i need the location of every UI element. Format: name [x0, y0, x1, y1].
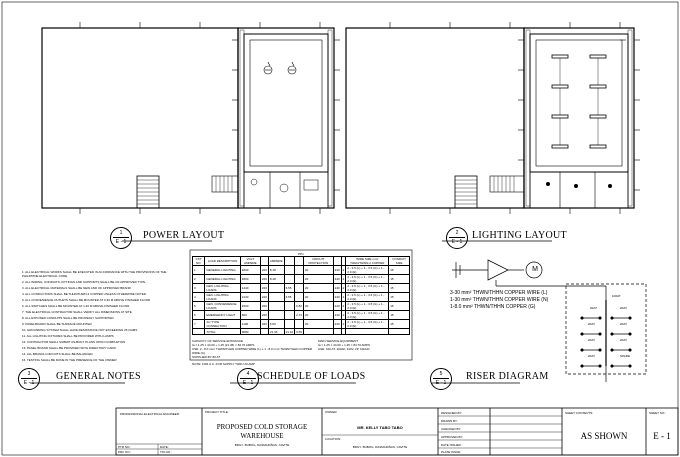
table-row	[193, 302, 410, 311]
tag-sheet: E - 1	[451, 239, 463, 245]
wire-spec-line: 1-30 mm² THWN/THHN COPPER WIRE (N)	[450, 297, 549, 303]
table-cell	[260, 329, 268, 335]
table-row	[193, 284, 410, 293]
general-notes-title: GENERAL NOTES	[56, 371, 141, 382]
note-line: 13. PANEL BOARD SHALL BE PROVIDED WITH DIRECTORY CARD	[22, 346, 116, 350]
table-cell: 1800	[240, 266, 260, 275]
table-cell: 220	[260, 275, 268, 284]
table-cell	[193, 329, 205, 335]
table-cell	[295, 284, 304, 293]
table-cell: TOTAL	[205, 329, 240, 335]
note-line: 9. PANELBOARD SHALL BE SURFACE MOUNTED	[22, 322, 92, 326]
motor-label: M	[532, 266, 538, 273]
table-cell: 1100	[240, 320, 260, 329]
table-cell	[295, 293, 304, 302]
table-cell: 240	[333, 302, 341, 311]
tag-sheet: E - 1	[115, 239, 127, 245]
table-cell	[303, 329, 333, 335]
note-line: 12. CONTRACTOR SHALL SUBMIT AS-BUILT PLANS UPON COMPLETION	[22, 340, 126, 344]
main-breaker-label: 100AT	[612, 294, 621, 298]
equipment-line: USE: 100 AT, 100AF, 240V, 2P, 10kAIC	[318, 347, 370, 351]
table-cell: 2 - 3.5 (L) + 1 - 3.5 (G) + 1 - 2.0 (E)	[346, 320, 389, 329]
table-row	[193, 275, 410, 284]
tag-sheet: E - 1	[23, 380, 35, 386]
note-line: 2. ALL WIRING, CONDUITS, FITTINGS AND SUPPORTS SHALL BE OF APPROVED TYPE	[22, 280, 146, 284]
owner-name: MR. KELLY TABO TABO	[357, 425, 403, 430]
table-cell: 220	[260, 284, 268, 293]
table-cell: 21.36	[268, 329, 284, 335]
table-cell: EMERGENCY LIGHT	[205, 311, 240, 320]
approved-by-label: APPROVED BY:	[441, 435, 464, 439]
schedule-header-cell	[260, 257, 268, 266]
table-cell: 5.00	[268, 320, 284, 329]
schedule-header-cell: CKT NO.	[193, 257, 205, 266]
tag-number: 5	[439, 371, 443, 377]
note-line: 10. GROUNDING SYSTEM SHALL HAVE RESISTANCE NOT EXCEEDING 25 OHMS	[22, 328, 138, 332]
capacity-title: CAPACITY OF SERVICE ENTRANCE	[192, 339, 244, 343]
checked-by-label: CHECKED BY:	[441, 427, 462, 431]
table-cell	[284, 266, 295, 275]
table-cell: 9680	[240, 329, 260, 335]
table-cell: 2 - 3.5 (L) + 1 - 3.5 (G) + 1 - 2.0 (E)	[346, 293, 389, 302]
note-line: 6. ALL SWITCHES SHALL BE MOUNTED AT 1.40 M ABOVE FINISHED FLOOR	[22, 304, 130, 308]
table-cell: 20	[303, 275, 333, 284]
sheet-contents-label: SHEET CONTENTS:	[565, 411, 594, 415]
table-cell: 6.55	[284, 284, 295, 293]
table-cell: GEN. LIGHTING LOADS	[205, 284, 240, 293]
location-value: BRGY. BUBOG, DASMARIÑAS, CAVITE	[352, 445, 408, 449]
capacity-line: Ia = 1.25 × 44.00 + 1.25 (21.36) = 84.70 AMPS	[192, 343, 255, 347]
table-cell: 220	[260, 266, 268, 275]
table-cell: 1440	[240, 284, 260, 293]
table-cell: 15	[389, 275, 410, 284]
breaker-label: 20AT	[620, 322, 627, 326]
schedule-header-cell: WIRE SIZE mm² THHN/THWN-2 COPPER	[346, 257, 389, 266]
schedule-of-loads	[192, 252, 410, 366]
tin-label: TIN NO.:	[160, 450, 172, 454]
table-row	[193, 329, 410, 335]
owner-label: OWNER:	[325, 410, 338, 414]
table-cell: 2	[341, 284, 346, 293]
table-cell: 2	[341, 293, 346, 302]
schedule-header-row	[193, 257, 410, 266]
tag-number: 3	[27, 371, 31, 377]
riser-diagram-title: RISER DIAGRAM	[466, 371, 549, 382]
table-cell: 6	[193, 311, 205, 320]
riser-diagram	[452, 260, 646, 382]
table-cell: 2	[341, 302, 346, 311]
table-cell: 20	[303, 293, 333, 302]
table-cell: 3	[193, 284, 205, 293]
tag-number: 2	[455, 230, 459, 236]
table-cell: 15	[389, 293, 410, 302]
sheet-no-label: SHEET NO.:	[649, 411, 666, 415]
table-cell: 240	[333, 311, 341, 320]
table-cell: 20	[303, 302, 333, 311]
table-cell: 2	[193, 275, 205, 284]
riser-wire-spec	[450, 290, 570, 311]
table-cell: 240	[333, 284, 341, 293]
table-cell: 5	[193, 302, 205, 311]
table-cell	[346, 329, 389, 335]
note-line: 15. TESTING SHALL BE DONE IN THE PRESENCE OF THE OWNER	[22, 358, 117, 362]
table-cell	[284, 302, 295, 311]
table-cell: 2 - 3.5 (L) + 1 - 3.5 (G) + 1 - 2.0 (E)	[346, 302, 389, 311]
note-line: 3. ALL ELECTRICAL MATERIALS SHALL BE NEW AND OF APPROVED BRAND	[22, 286, 131, 290]
power-layout-plan	[42, 22, 340, 214]
breaker-label: SPARE	[620, 354, 630, 358]
table-cell: 15	[389, 311, 410, 320]
note-line: 8. ALL EXPOSED CONDUITS SHALL BE PROPERLY SUPPORTED	[22, 316, 114, 320]
table-cell: 2.73	[295, 311, 304, 320]
power-layout-title: POWER LAYOUT	[143, 230, 225, 241]
note-line: 11. ALL LIGHTING FIXTURES SHALL BE PROVIDED WITH LAMPS	[22, 334, 114, 338]
wire-spec-line: 3-30 mm² THWN/THHN COPPER WIRE (L)	[450, 290, 548, 296]
general-notes-tag	[18, 368, 40, 390]
note-line: 4. ALL CONDUCTORS SHALL BE THHN/THWN-2 COPPER UNLESS OTHERWISE NOTED	[22, 292, 146, 296]
table-cell: 2 - 3.5 (L) + 1 - 3.5 (G) + 1 - 2.0 (E)	[346, 266, 389, 275]
table-cell: 13.10	[285, 329, 294, 334]
drawn-by-label: DRAWN BY:	[441, 419, 458, 423]
table-cell: 600	[240, 311, 260, 320]
breaker-label: 20AT	[588, 354, 595, 358]
breaker-label: 20AT	[588, 338, 595, 342]
tag-sheet: E - 1	[242, 380, 254, 386]
table-cell: 7	[193, 320, 205, 329]
general-notes-list	[22, 270, 180, 364]
location-label: LOCATION:	[325, 437, 341, 441]
table-cell: 15	[389, 302, 410, 311]
tag-number: 1	[119, 230, 123, 236]
plate-issue-label: PLATE ISSUE:	[441, 450, 461, 454]
lighting-layout-title: LIGHTING LAYOUT	[472, 230, 567, 241]
breaker-label: 20AT	[620, 338, 627, 342]
table-cell: 2 - 3.5 (L) + 1 - 3.5 (G) + 1 - 2.0 (E)	[346, 311, 389, 320]
table-row	[193, 266, 410, 275]
table-cell: AC TYPE CONNECTION	[205, 320, 240, 329]
table-cell: 20	[303, 284, 333, 293]
sheet-number: E - 1	[653, 431, 671, 441]
schedule-header-cell: CONDUIT SIZE	[389, 257, 410, 266]
table-cell	[268, 302, 284, 311]
ptr-label: PTR NO.:	[118, 445, 132, 449]
table-cell: 240	[333, 293, 341, 302]
table-cell: 2 - 3.5 (L) + 1 - 3.5 (G) + 1 - 2.0 (E)	[346, 275, 389, 284]
equipment-line: Ia = 1.25 × 44.00 + 1.25 = 84.70 AMPS	[318, 343, 371, 347]
table-cell: GEN. LIGHTING LOADS	[205, 293, 240, 302]
project-label: PROJECT TITLE:	[205, 410, 229, 414]
breaker-label: 20AT	[590, 306, 597, 310]
designed-by-label: DESIGNED BY:	[441, 411, 463, 415]
table-cell: 20	[303, 311, 333, 320]
table-cell: 240	[333, 320, 341, 329]
equipment-title: MAIN SERVICE EQUIPMENT	[318, 339, 359, 343]
table-row	[193, 311, 410, 320]
wire-spec-line: 1-8.0 mm² THWN/THHN COPPER (G)	[450, 304, 536, 310]
panel-name: PP1	[298, 252, 304, 256]
table-cell	[284, 320, 295, 329]
table-cell	[333, 329, 341, 335]
table-cell: 15	[389, 284, 410, 293]
table-cell: 2 - 3.5 (L) + 1 - 3.5 (G) + 1 - 2.0 (E)	[346, 284, 389, 293]
table-cell: 1500	[240, 302, 260, 311]
note-line: 5. ALL CONVENIENCE OUTLETS SHALL BE MOUNTED AT 0.30 M ABOVE FINISHED FLOOR	[22, 298, 151, 302]
date-label: DATE:	[160, 445, 169, 449]
table-cell: 4	[193, 293, 205, 302]
table-cell: 1800	[240, 275, 260, 284]
table-cell	[295, 275, 304, 284]
table-cell	[295, 266, 304, 275]
table-cell: GENERAL LIGHTING	[205, 275, 240, 284]
capacity-line: USE: 2 - 8.0 mm² THWN/THHN COPPER WIRE (L) + 1 - 8.0 mm² THWN/THHN COPPER WIRE (G)	[192, 347, 312, 355]
project-title-line2: WAREHOUSE	[240, 432, 284, 440]
table-cell: 2	[341, 320, 346, 329]
table-cell: 220	[260, 293, 268, 302]
breaker-label: 20AT	[620, 306, 627, 310]
table-cell	[284, 311, 295, 320]
capacity-line: SUPPLIED BY 80 AT	[192, 355, 221, 359]
table-cell: 8.18	[268, 266, 284, 275]
tag-sheet: E - 1	[435, 380, 447, 386]
schedule-note: NOTE: FOR A.C. FOR SUPPLY THRU 20 AMP	[192, 362, 255, 366]
table-cell: 6.55	[284, 293, 295, 302]
project-title-line1: PROPOSED COLD STORAGE	[216, 423, 308, 431]
lighting-layout-plan	[346, 22, 640, 214]
schedule-header-cell: CIRCUIT PROTECTION	[303, 257, 333, 266]
table-cell: 1	[193, 266, 205, 275]
table-cell	[268, 284, 284, 293]
table-cell: 240	[333, 275, 341, 284]
table-cell	[268, 293, 284, 302]
table-cell	[284, 275, 295, 284]
table-cell: 1440	[240, 293, 260, 302]
table-cell: 2	[341, 275, 346, 284]
schedule-header-cell: AMPERE	[268, 257, 284, 266]
schedule-of-loads-tag	[237, 368, 259, 390]
table-cell: GENERAL LIGHTING	[205, 266, 240, 275]
note-line: 14. ALL BRANCH CIRCUITS SHALL BE BALANCED	[22, 352, 93, 356]
schedule-header-cell	[295, 257, 304, 266]
table-cell: 220	[260, 311, 268, 320]
schedule-header-cell	[333, 257, 341, 266]
power-layout-tag	[110, 227, 132, 249]
breaker-label: 20AT	[588, 322, 595, 326]
table-cell: GEN. CONVENIENCE LOADS	[205, 302, 240, 311]
table-cell	[268, 311, 284, 320]
note-line: 7. THE ELECTRICAL CONTRACTOR SHALL VERIFY ALL DIMENSIONS AT SITE	[22, 310, 132, 314]
table-cell: 15	[389, 266, 410, 275]
table-cell: 8.18	[268, 275, 284, 284]
table-cell: 240	[333, 266, 341, 275]
table-cell	[295, 320, 304, 329]
table-cell	[389, 329, 410, 335]
table-cell: 2	[341, 311, 346, 320]
note-line: 1. ALL ELECTRICAL WORKS SHALL BE EXECUTED IN ACCORDANCE WITH THE PROVISIONS OF THE PHILIPPINE ELECTRICAL CODE	[22, 270, 167, 278]
prc-label: PRC NO.:	[118, 450, 132, 454]
schedule-header-cell: VOLT AMPERE	[240, 257, 260, 266]
table-cell: 220	[260, 302, 268, 311]
schedule-table	[192, 256, 410, 335]
table-row	[193, 320, 410, 329]
schedule-header-cell	[284, 257, 295, 266]
table-cell: 9.55	[296, 329, 302, 334]
table-cell: 220	[260, 320, 268, 329]
lighting-layout-tag	[446, 227, 468, 249]
table-row	[193, 293, 410, 302]
table-cell: 2	[341, 266, 346, 275]
date-issued-label: DATE ISSUED:	[441, 443, 462, 447]
table-cell: 20	[303, 320, 333, 329]
schedule-of-loads-title: SCHEDULE OF LOADS	[257, 371, 366, 382]
project-location: BRGY. BUBOG, DASMARIÑAS, CAVITE	[234, 443, 290, 447]
engineer-label: PROFESSIONAL ELECTRICAL ENGINEER:	[120, 412, 180, 416]
schedule-header-cell: LOAD DESCRIPTION	[205, 257, 240, 266]
table-cell: 15	[389, 320, 410, 329]
table-cell: 20	[303, 266, 333, 275]
riser-diagram-tag	[430, 368, 452, 390]
scale-value: AS SHOWN	[580, 431, 628, 441]
table-cell: 6.82	[295, 302, 304, 311]
tag-number: 4	[246, 371, 250, 377]
